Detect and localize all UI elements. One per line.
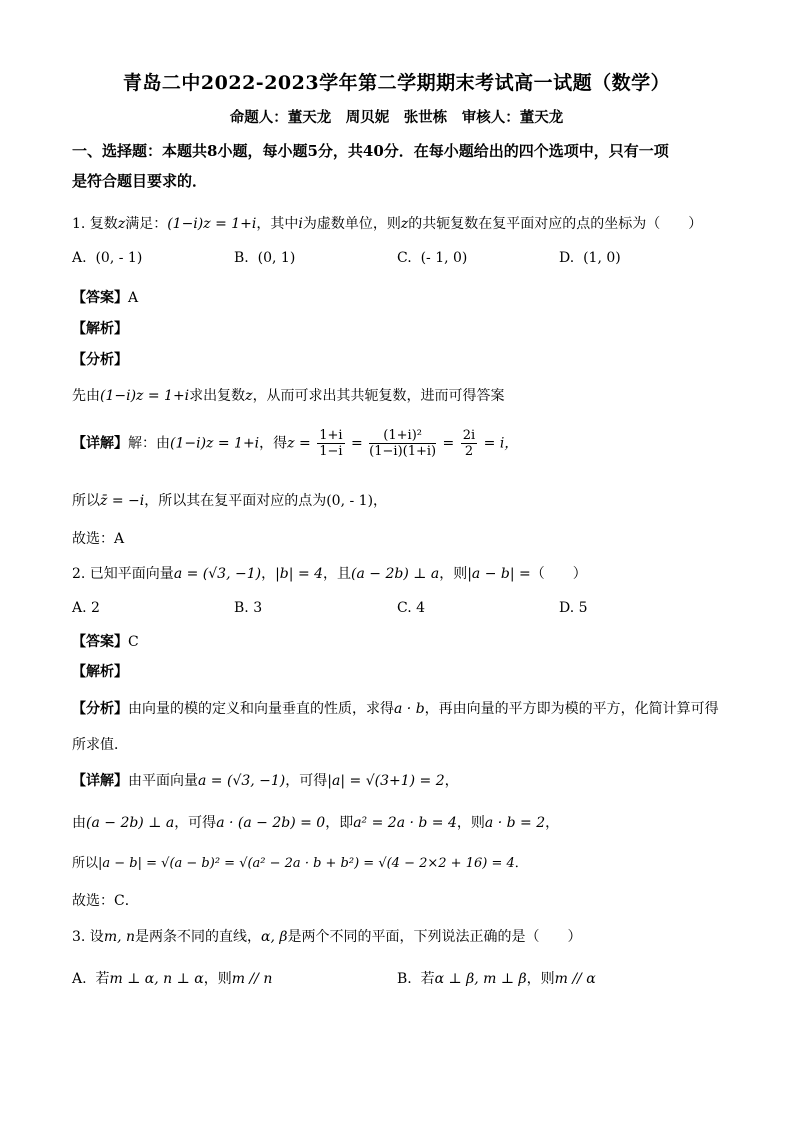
q2-fenxi-text: 【分析】由向量的模的定义和向量垂直的性质，求得a · b，再由向量的平方即为模的平方，化简计算可得 xyxy=(72,701,719,717)
q2-option-d: D. 5 xyxy=(559,600,588,616)
q1-analysis-tag: 【解析】 xyxy=(72,321,128,337)
fraction-1: $\frac{1+i}{1-i}$ xyxy=(319,428,343,459)
q2-choose: 故选：C． xyxy=(72,893,139,909)
section-heading-line2: 是符合题目要求的． xyxy=(72,172,208,190)
q2-option-b: B. 3 xyxy=(234,600,263,616)
q2-fenxi-line2: 所求值． xyxy=(72,737,128,753)
section-heading-line1: 一、选择题：本题共8小题，每小题5分，共40分．在每小题给出的四个选项中，只有一项 xyxy=(72,142,669,160)
q2-analysis-tag: 【解析】 xyxy=(72,664,128,680)
q2-stem: 2. 已知平面向量a = (√3, −1)，|b| = 4，且(a − 2b) ⊥ a，则|a − b| =（ ） xyxy=(72,566,587,582)
fraction-3: $\frac{2i}{2}$ xyxy=(462,428,476,459)
q1-choose: 故选：A xyxy=(72,531,125,547)
q3-option-b: B. 若α ⊥ β, m ⊥ β，则m // α xyxy=(397,971,596,987)
q1-answer: 【答案】A xyxy=(72,290,139,306)
q2-option-c: C. 4 xyxy=(397,600,426,616)
q1-conclusion: 所以z̄ = −i，所以其在复平面对应的点为(0, - 1)， xyxy=(72,493,388,509)
q2-answer: 【答案】C xyxy=(72,634,139,650)
q1-option-a: A. (0, - 1) xyxy=(72,250,143,266)
q1-fenxi-tag: 【分析】 xyxy=(72,352,128,368)
authors-line: 命题人：董天龙 周贝妮 张世栋 审核人：董天龙 xyxy=(229,109,564,126)
fraction-2: $\frac{\text{(1+i)²}}{(1-i)(1+i)}$ xyxy=(369,428,437,459)
q3-option-a: A. 若m ⊥ α, n ⊥ α，则m // n xyxy=(72,971,273,987)
q1-option-c: C. (- 1, 0) xyxy=(397,250,468,266)
q2-detail-line1: 【详解】由平面向量a = (√3, −1)，可得|a| = √(3+1) = 2， xyxy=(72,773,459,789)
q3-stem: 3. 设m, n是两条不同的直线，α, β是两个不同的平面，下列说法正确的是（ ） xyxy=(72,929,582,945)
q2-option-a: A. 2 xyxy=(72,600,100,616)
q2-detail-line3: 所以|a − b| = √(a − b)² = √(a² − 2a · b + b²) = √(4 − 2×2 + 16) = 4． xyxy=(72,856,528,871)
q1-option-b: B. (0, 1) xyxy=(234,250,296,266)
q1-stem: 1. 复数z满足：(1−i)z = 1+i，其中i为虚数单位，则z的共轭复数在复平面对应的点的坐标为（ ） xyxy=(72,216,703,232)
q1-detail: 【详解】解：由(1−i)z = 1+i，得z = $\frac{1+i}{1-i}$ = $\frac{\text{(1+i)²}}{(1-i)(1+i)}$ = $\frac{2i}{2}$ = i， xyxy=(72,428,519,459)
page-title: 青岛二中2022-2023学年第二学期期末考试高一试题（数学） xyxy=(122,72,671,94)
q1-option-d: D. (1, 0) xyxy=(559,250,621,266)
q1-fenxi-text: 先由(1−i)z = 1+i求出复数z，从而可求出其共轭复数，进而可得答案 xyxy=(72,388,505,404)
q2-detail-line2: 由(a − 2b) ⊥ a，可得a · (a − 2b) = 0，即a² = 2a · b = 4，则a · b = 2， xyxy=(72,815,560,831)
